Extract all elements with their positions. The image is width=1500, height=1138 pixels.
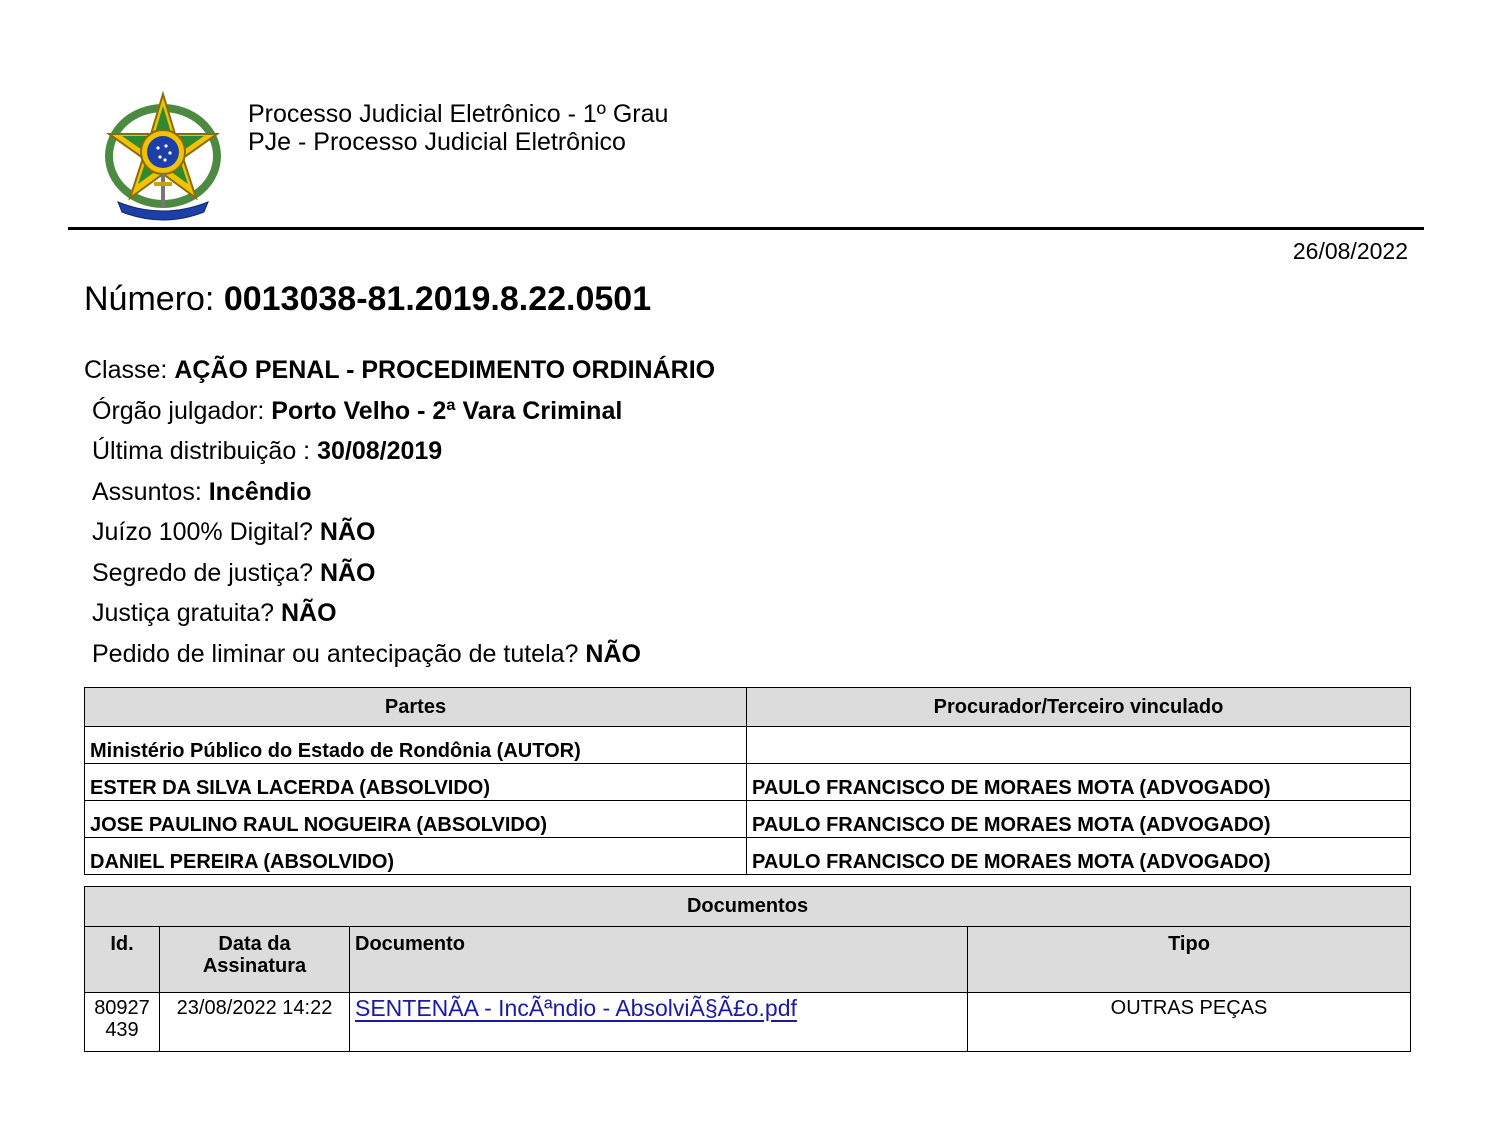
- table-row: [85, 838, 1411, 875]
- type-header: Tipo: [968, 927, 1411, 993]
- field-value: NÃO: [585, 640, 641, 668]
- field-assuntos: [92, 478, 312, 507]
- field-value: 30/08/2019: [317, 437, 443, 465]
- party-cell: Ministério Público do Estado de Rondônia (AUTOR): [85, 727, 747, 764]
- field-label: Assuntos:: [92, 478, 209, 506]
- field-justica-gratuita: [92, 599, 337, 628]
- attorney-cell: PAULO FRANCISCO DE MORAES MOTA (ADVOGADO): [747, 764, 1411, 801]
- attorney-cell: PAULO FRANCISCO DE MORAES MOTA (ADVOGADO): [747, 801, 1411, 838]
- field-juizo-digital: [92, 518, 375, 547]
- field-label: Justiça gratuita?: [92, 599, 281, 627]
- document-type-cell: OUTRAS PEÇAS: [968, 993, 1411, 1052]
- id-header: Id.: [85, 927, 160, 993]
- system-header: [248, 100, 668, 156]
- party-cell: ESTER DA SILVA LACERDA (ABSOLVIDO): [85, 764, 747, 801]
- field-value: NÃO: [319, 518, 376, 546]
- header-divider: [68, 227, 1424, 230]
- field-label: Última distribuição :: [92, 437, 318, 465]
- brazil-coat-of-arms-icon: [100, 90, 226, 222]
- table-row: [85, 727, 1411, 764]
- field-label: Órgão julgador:: [92, 397, 272, 425]
- field-ultima-distribuicao: [92, 437, 442, 466]
- attorney-header: Procurador/Terceiro vinculado: [747, 688, 1411, 727]
- document-date-cell: 23/08/2022 14:22: [160, 993, 350, 1052]
- table-row: [85, 801, 1411, 838]
- system-title: Processo Judicial Eletrônico - 1º Grau: [248, 100, 669, 128]
- field-orgao-julgador: [92, 397, 622, 426]
- date-header-line1: Data da: [218, 933, 291, 955]
- process-number-label: Número:: [84, 280, 224, 318]
- attorney-cell: [747, 727, 1411, 764]
- document-id-line2: 439: [105, 1019, 139, 1041]
- document-id-line1: 80927: [94, 997, 150, 1019]
- date-header: [160, 927, 350, 993]
- print-date: 26/08/2022: [1292, 238, 1408, 264]
- document-cell: [350, 993, 968, 1052]
- field-label: Segredo de justiça?: [92, 559, 320, 587]
- process-number: [84, 280, 651, 319]
- documents-title: Documentos: [85, 887, 1411, 927]
- field-classe: [84, 356, 715, 385]
- party-cell: JOSE PAULINO RAUL NOGUEIRA (ABSOLVIDO): [85, 801, 747, 838]
- field-value: AÇÃO PENAL - PROCEDIMENTO ORDINÁRIO: [174, 356, 716, 384]
- process-number-value: 0013038-81.2019.8.22.0501: [223, 280, 652, 318]
- field-value: Incêndio: [208, 478, 312, 506]
- field-segredo-justica: [92, 559, 376, 588]
- document-id-cell: [85, 993, 160, 1052]
- field-label: Classe:: [84, 356, 175, 384]
- parties-header: Partes: [85, 688, 747, 727]
- attorney-cell: PAULO FRANCISCO DE MORAES MOTA (ADVOGADO): [747, 838, 1411, 875]
- documents-table: [84, 886, 1411, 1052]
- field-label: Juízo 100% Digital?: [92, 518, 320, 546]
- field-pedido-liminar: [92, 640, 641, 669]
- table-row: [85, 764, 1411, 801]
- parties-table: [84, 687, 1411, 875]
- field-label: Pedido de liminar ou antecipação de tutela?: [92, 640, 586, 668]
- system-subtitle: PJe - Processo Judicial Eletrônico: [248, 128, 626, 156]
- table-row: [85, 993, 1411, 1052]
- document-link[interactable]: SENTENÃA - IncÃªndio - AbsolviÃ§Ã£o.pdf: [355, 995, 797, 1021]
- date-header-line2: Assinatura: [202, 955, 307, 977]
- field-value: Porto Velho - 2ª Vara Criminal: [271, 397, 623, 425]
- party-cell: DANIEL PEREIRA (ABSOLVIDO): [85, 838, 747, 875]
- field-value: NÃO: [281, 599, 337, 627]
- document-header: Documento: [350, 927, 968, 993]
- field-value: NÃO: [319, 559, 376, 587]
